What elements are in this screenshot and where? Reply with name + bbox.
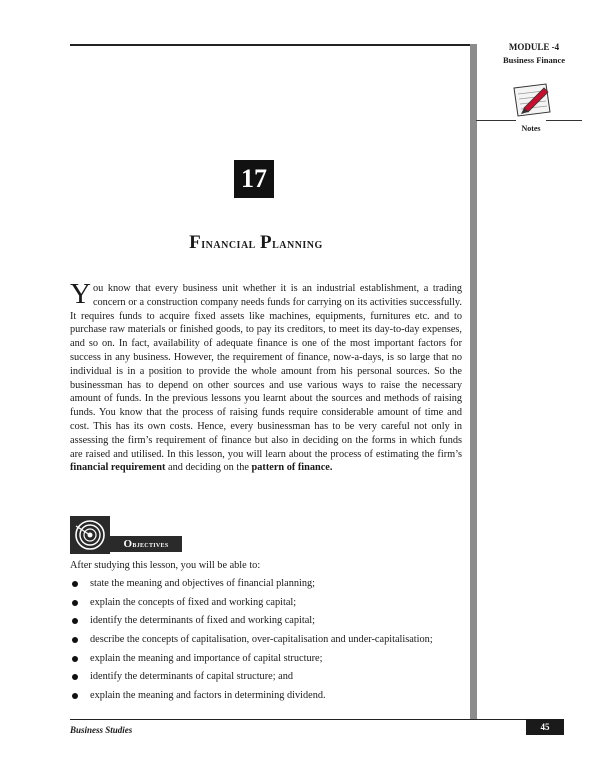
objectives-label — [110, 536, 182, 552]
module-name: Business Finance — [502, 55, 566, 65]
margin-divider — [470, 44, 477, 720]
list-item — [70, 578, 462, 591]
list-item — [70, 690, 462, 703]
list-item-text: identify the determinants of capital structure; and — [90, 671, 294, 683]
intro-paragraph — [70, 278, 462, 475]
objectives-list — [70, 578, 462, 709]
title-cap-1: F — [189, 232, 202, 253]
top-rule — [70, 44, 470, 46]
pen-notepad-icon — [506, 80, 556, 120]
list-item — [70, 615, 462, 628]
footer-book-title: Business Studies — [70, 725, 133, 735]
bullet-icon — [72, 656, 78, 662]
list-item-text: explain the meaning and factors in determining dividend. — [90, 690, 326, 702]
list-item — [70, 634, 462, 647]
bullet-icon — [72, 693, 78, 699]
bullet-icon — [72, 581, 78, 587]
page-number: 45 — [526, 719, 564, 735]
list-item — [70, 671, 462, 684]
bold-financial-requirement: financial requirement — [70, 462, 166, 474]
intro-text: ou know that every business unit whether it is an industrial establishment, a trading concern or a construction company needs funds for carrying on its activities successfully. It requires funds to acquire fixed assets like machines, equipments, furnitures etc. and to purchase raw materials or finished goods, to pay its creditors, to meet its day-to-day expenses, and so on. In fact, availability of adequate finance is one of the most important factors for success in any business. However, the requirement of finance, now-a-days, is so large that no individual is in a position to provide the whole amount from his personal sources. So the businessman has to depend on other sources and use various ways to raise the necessary amount of funds. In the previous lessons you learnt about the sources and methods of raising funds. You know that the process of raising funds require considerable amount of time and cost. This has its own costs. Hence, every businessman has to be very careful not only in assessing the firm’s requirement of finance but also in deciding on the forms in which funds are raised and utilised. In this lesson, you will learn about the process of estimating the firm’s — [70, 283, 462, 460]
drop-cap: Y — [70, 278, 91, 310]
notes-label: Notes — [521, 124, 541, 133]
bullet-icon — [72, 674, 78, 680]
chapter-number: 17 — [234, 160, 274, 198]
notes-rule-left — [476, 120, 516, 121]
objectives-intro: After studying this lesson, you will be able to: — [70, 560, 261, 571]
bottom-rule — [70, 719, 540, 720]
notes-section — [476, 80, 586, 140]
title-word-1: inancial — [201, 236, 256, 252]
objectives-cap: O — [123, 538, 133, 550]
list-item — [70, 597, 462, 610]
chapter-title — [70, 232, 442, 254]
notes-rule-right — [546, 120, 582, 121]
list-item-text: describe the concepts of capitalisation, over-capitalisation and under-capitalisation; — [90, 634, 433, 646]
module-number: MODULE -4 — [508, 42, 560, 52]
list-item-text: explain the meaning and importance of capital structure; — [90, 652, 323, 664]
title-cap-2: P — [259, 232, 273, 253]
bullet-icon — [72, 600, 78, 606]
objectives-word: bjectives — [132, 539, 169, 549]
intro-text-2: and deciding on the — [165, 462, 252, 474]
list-item — [70, 653, 462, 666]
title-word-2: lanning — [272, 236, 323, 252]
target-spiral-icon — [70, 516, 110, 554]
module-header — [484, 40, 584, 65]
bullet-icon — [72, 618, 78, 624]
bullet-icon — [72, 637, 78, 643]
bold-pattern-of-finance: pattern of finance. — [251, 462, 333, 474]
list-item-text: explain the concepts of fixed and working capital; — [90, 596, 297, 608]
list-item-text: state the meaning and objectives of financial planning; — [90, 578, 316, 589]
objectives-header — [70, 516, 184, 554]
list-item-text: identify the determinants of fixed and working capital; — [90, 615, 316, 627]
